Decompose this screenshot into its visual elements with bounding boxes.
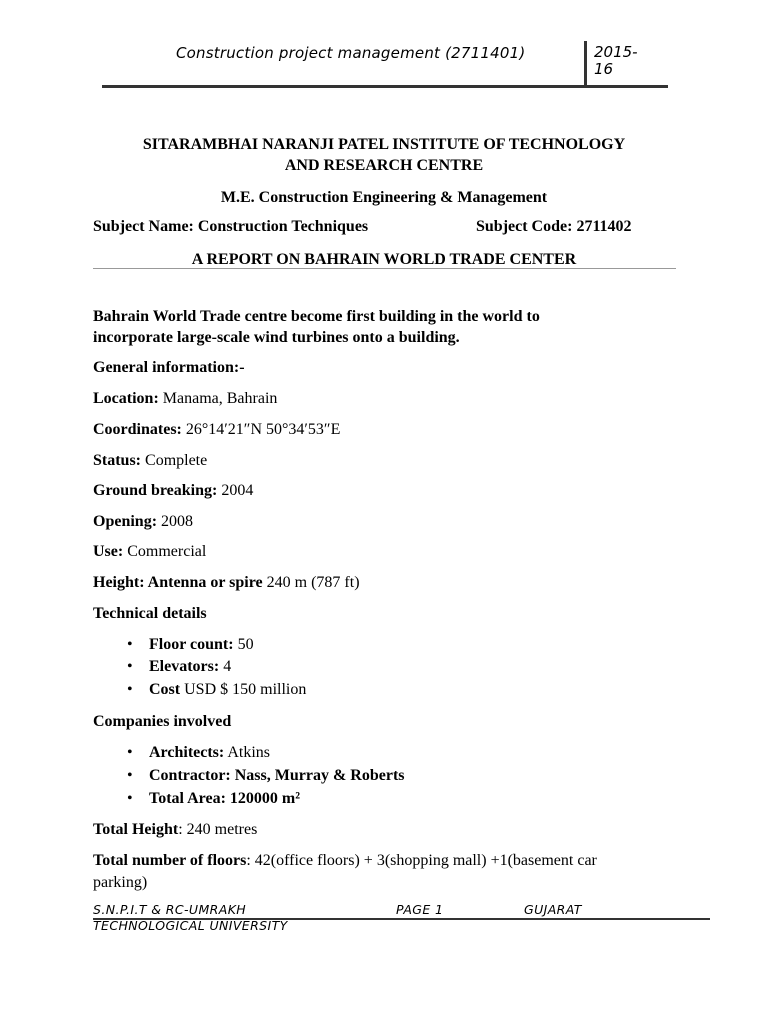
subject-name-label: Subject Name: bbox=[93, 218, 194, 235]
list-item bbox=[127, 681, 307, 699]
subject-code-value: 2711402 bbox=[576, 218, 632, 235]
subject-code bbox=[476, 218, 632, 236]
ground-breaking-value: 2004 bbox=[221, 482, 254, 499]
header-rule bbox=[102, 85, 668, 88]
opening-row bbox=[93, 513, 193, 531]
total-area-text: Total Area: 120000 m² bbox=[149, 790, 301, 807]
floors-label: Total number of floors bbox=[93, 852, 247, 869]
height-label: Height: Antenna or spire bbox=[93, 574, 263, 591]
report-title: A REPORT ON BAHRAIN WORLD TRADE CENTER bbox=[191, 251, 577, 268]
location-label: Location: bbox=[93, 390, 159, 407]
list-item-value: USD $ 150 million bbox=[184, 681, 307, 698]
architects-label: Architects: bbox=[149, 744, 225, 761]
status-label: Status: bbox=[93, 452, 142, 469]
architects-value: Atkins bbox=[227, 744, 271, 761]
general-heading: General information:- bbox=[93, 359, 245, 376]
use-row bbox=[93, 543, 206, 561]
location-value: Manama, Bahrain bbox=[162, 390, 278, 407]
height-value: 240 m (787 ft) bbox=[266, 574, 360, 591]
height-row bbox=[93, 574, 360, 592]
bullet-icon: • bbox=[127, 658, 133, 675]
total-height-value: : 240 metres bbox=[178, 821, 258, 838]
bullet-icon: • bbox=[127, 636, 133, 653]
floors-value-line2: parking) bbox=[93, 874, 148, 891]
subject-name bbox=[93, 218, 368, 236]
coordinates-row bbox=[93, 421, 340, 439]
floors-value-line1: : 42(office floors) + 3(shopping mall) +1(basement car bbox=[246, 852, 597, 869]
list-item bbox=[127, 658, 232, 676]
ground-breaking-label: Ground breaking: bbox=[93, 482, 218, 499]
footer-page-number: PAGE 1 bbox=[396, 902, 444, 917]
institute-name-line1: SITARAMBHAI NARANJI PATEL INSTITUTE OF TECHNOLOGY bbox=[142, 136, 626, 153]
list-item bbox=[127, 767, 405, 785]
footer-institute: S.N.P.I.T & RC-UMRAKH bbox=[93, 902, 247, 917]
total-height-label: Total Height bbox=[93, 821, 179, 838]
location-row bbox=[93, 390, 277, 408]
technical-heading: Technical details bbox=[93, 605, 207, 622]
bullet-icon: • bbox=[127, 790, 133, 807]
list-item-value: 50 bbox=[237, 636, 254, 653]
list-item bbox=[127, 744, 271, 762]
use-value: Commercial bbox=[127, 543, 207, 560]
intro-line1: Bahrain World Trade centre become first building in the world to bbox=[93, 308, 540, 325]
footer-state: GUJARAT bbox=[524, 902, 582, 917]
list-item-value: 4 bbox=[223, 658, 232, 675]
institute-name-line2: AND RESEARCH CENTRE bbox=[284, 157, 484, 174]
bullet-icon: • bbox=[127, 744, 133, 761]
list-item-label: Elevators: bbox=[149, 658, 220, 675]
floors-row bbox=[93, 852, 597, 870]
opening-value: 2008 bbox=[161, 513, 194, 530]
total-height-row bbox=[93, 821, 257, 839]
subject-code-label: Subject Code: bbox=[476, 218, 573, 235]
status-value: Complete bbox=[145, 452, 208, 469]
header-year: 2015-16 bbox=[594, 43, 638, 78]
ground-breaking-row bbox=[93, 482, 253, 500]
coordinates-label: Coordinates: bbox=[93, 421, 182, 438]
header-course: Construction project management (2711401) bbox=[176, 44, 526, 62]
list-item bbox=[127, 636, 254, 654]
list-item bbox=[127, 790, 301, 808]
bullet-icon: • bbox=[127, 767, 133, 784]
footer-university: TECHNOLOGICAL UNIVERSITY bbox=[93, 918, 288, 933]
header-divider bbox=[584, 41, 587, 87]
subject-name-value: Construction Techniques bbox=[197, 218, 369, 235]
title-rule bbox=[93, 268, 676, 269]
contractor-text: Contractor: Nass, Murray & Roberts bbox=[149, 767, 405, 784]
bullet-icon: • bbox=[127, 681, 133, 698]
list-item-label: Floor count: bbox=[149, 636, 234, 653]
program-name: M.E. Construction Engineering & Management bbox=[220, 189, 548, 206]
companies-heading: Companies involved bbox=[93, 713, 232, 730]
use-label: Use: bbox=[93, 543, 124, 560]
intro-line2: incorporate large-scale wind turbines onto a building. bbox=[93, 329, 460, 346]
opening-label: Opening: bbox=[93, 513, 158, 530]
status-row bbox=[93, 452, 207, 470]
coordinates-value: 26°14′21″N 50°34′53″E bbox=[185, 421, 341, 438]
list-item-label: Cost bbox=[149, 681, 181, 698]
